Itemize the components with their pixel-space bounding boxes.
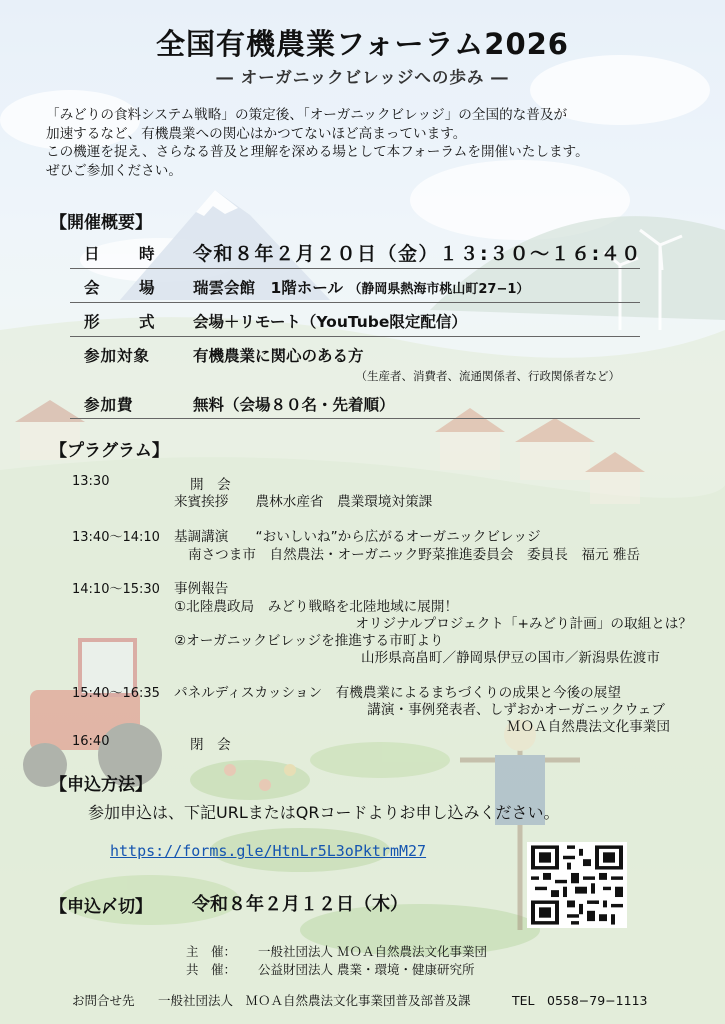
panel-sub2: ＭＯＡ自然農法文化事業団 [506,719,670,735]
intro-text [46,106,589,180]
case1: ①北陸農政局 みどり戦略を北陸地域に展開！ [174,599,459,615]
venue-label: 会 場 [84,279,167,297]
overview-row-datetime [70,236,640,269]
venue-value: 瑞雲会館 1階ホール （静岡県熱海市桃山町27−1） [193,279,530,297]
format-label: 形 式 [84,313,167,331]
case-title: 事例報告 [174,581,229,597]
deadline-value: 令和８年２月１２日（木） [192,894,408,915]
overview-row-format [70,304,640,337]
qr-code[interactable] [527,842,627,928]
target-label: 参加対象 [84,347,151,365]
host-value: 一般社団法人 ＭＯＡ自然農法文化事業団 [258,944,487,959]
apply-text: 参加申込は、下記URLまたはQRコードよりお申し込みください。 [88,803,560,822]
contact-label: お問合せ先 [72,993,135,1008]
venue-address: （静岡県熱海市桃山町27−1） [348,282,530,297]
intro-line: この機運を捉え、さらなる普及と理解を深める場として本フォーラムを開催いたします。 [46,144,589,161]
apply-heading: 【申込方法】 [50,775,152,795]
case1-sub: オリジナルプロジェクト「+みどり計画」の取組とは？ [355,616,692,632]
overview-row-target [70,338,640,388]
cohost-value: 公益財団法人 農業・環境・健康研究所 [258,962,475,977]
intro-line: 「みどりの食料システム戦略」の策定後、「オーガニックビレッジ」の全国的な普及が [46,107,568,123]
fee-value: 無料（会場８０名・先着順） [193,396,395,414]
case2-sub: 山形県高畠町／静岡県伊豆の国市／新潟県佐渡市 [360,650,660,666]
page-title: 全国有機農業フォーラム2026 [156,27,569,61]
keynote-speaker: 南さつま市 自然農法・オーガニック野菜推進委員会 委員長 福元 雅岳 [188,547,641,563]
intro-line: 加速するなど、有機農業への関心はかつてないほど高まっています。 [46,125,467,142]
overview-row-venue [70,270,640,303]
apply-url-link[interactable]: https://forms.gle/HtnLr5L3oPktrmM27 [110,842,427,860]
intro-line: ぜひご参加ください。 [46,162,182,179]
opening-title: 開 会 [190,477,231,493]
overview-row-fee [70,388,640,419]
panel-title: パネルディスカッション 有機農業によるまちづくりの成果と今後の展望 [174,685,621,701]
datetime-label: 日 時 [84,245,167,263]
contact-tel: TEL 0558−79−1113 [512,993,648,1008]
case2: ②オーガニックビレッジを推進する市町より [174,633,444,649]
page-subtitle: ― オーガニックビレッジへの歩み ― [216,68,509,87]
deadline-label: 【申込〆切】 [50,897,152,917]
target-note: （生産者、消費者、流通関係者、行政関係者など） [355,369,620,383]
keynote-time: 13:40〜14:10 [72,530,160,545]
greeting: 来賓挨拶 農林水産省 農業環境対策課 [174,494,433,510]
closing-time: 16:40 [72,734,110,749]
datetime-value: 令和８年２月２０日（金）１３:３０〜１６:４０ [193,243,642,265]
case-time: 14:10〜15:30 [72,582,160,597]
contact-org: 一般社団法人 ＭＯＡ自然農法文化事業団普及部普及課 [158,993,471,1008]
program-heading: 【プラグラム】 [50,441,169,461]
overview-heading: 【開催概要】 [50,213,152,233]
host-label: 主 催： [186,944,237,959]
panel-sub1: 講演・事例発表者、しずおかオーガニックウェブ [367,702,665,718]
opening-time: 13:30 [72,474,110,489]
target-value: 有機農業に関心のある方 [193,347,364,365]
qr-code-graphic [527,842,627,928]
closing-title: 閉 会 [190,737,231,753]
keynote-title: 基調講演 “おいしいね”から広がるオーガニックビレッジ [174,529,541,545]
panel-time: 15:40〜16:35 [72,686,160,701]
format-value: 会場＋リモート（YouTube限定配信） [193,313,467,331]
cohost-label: 共 催： [186,962,237,977]
fee-label: 参加費 [84,396,134,414]
